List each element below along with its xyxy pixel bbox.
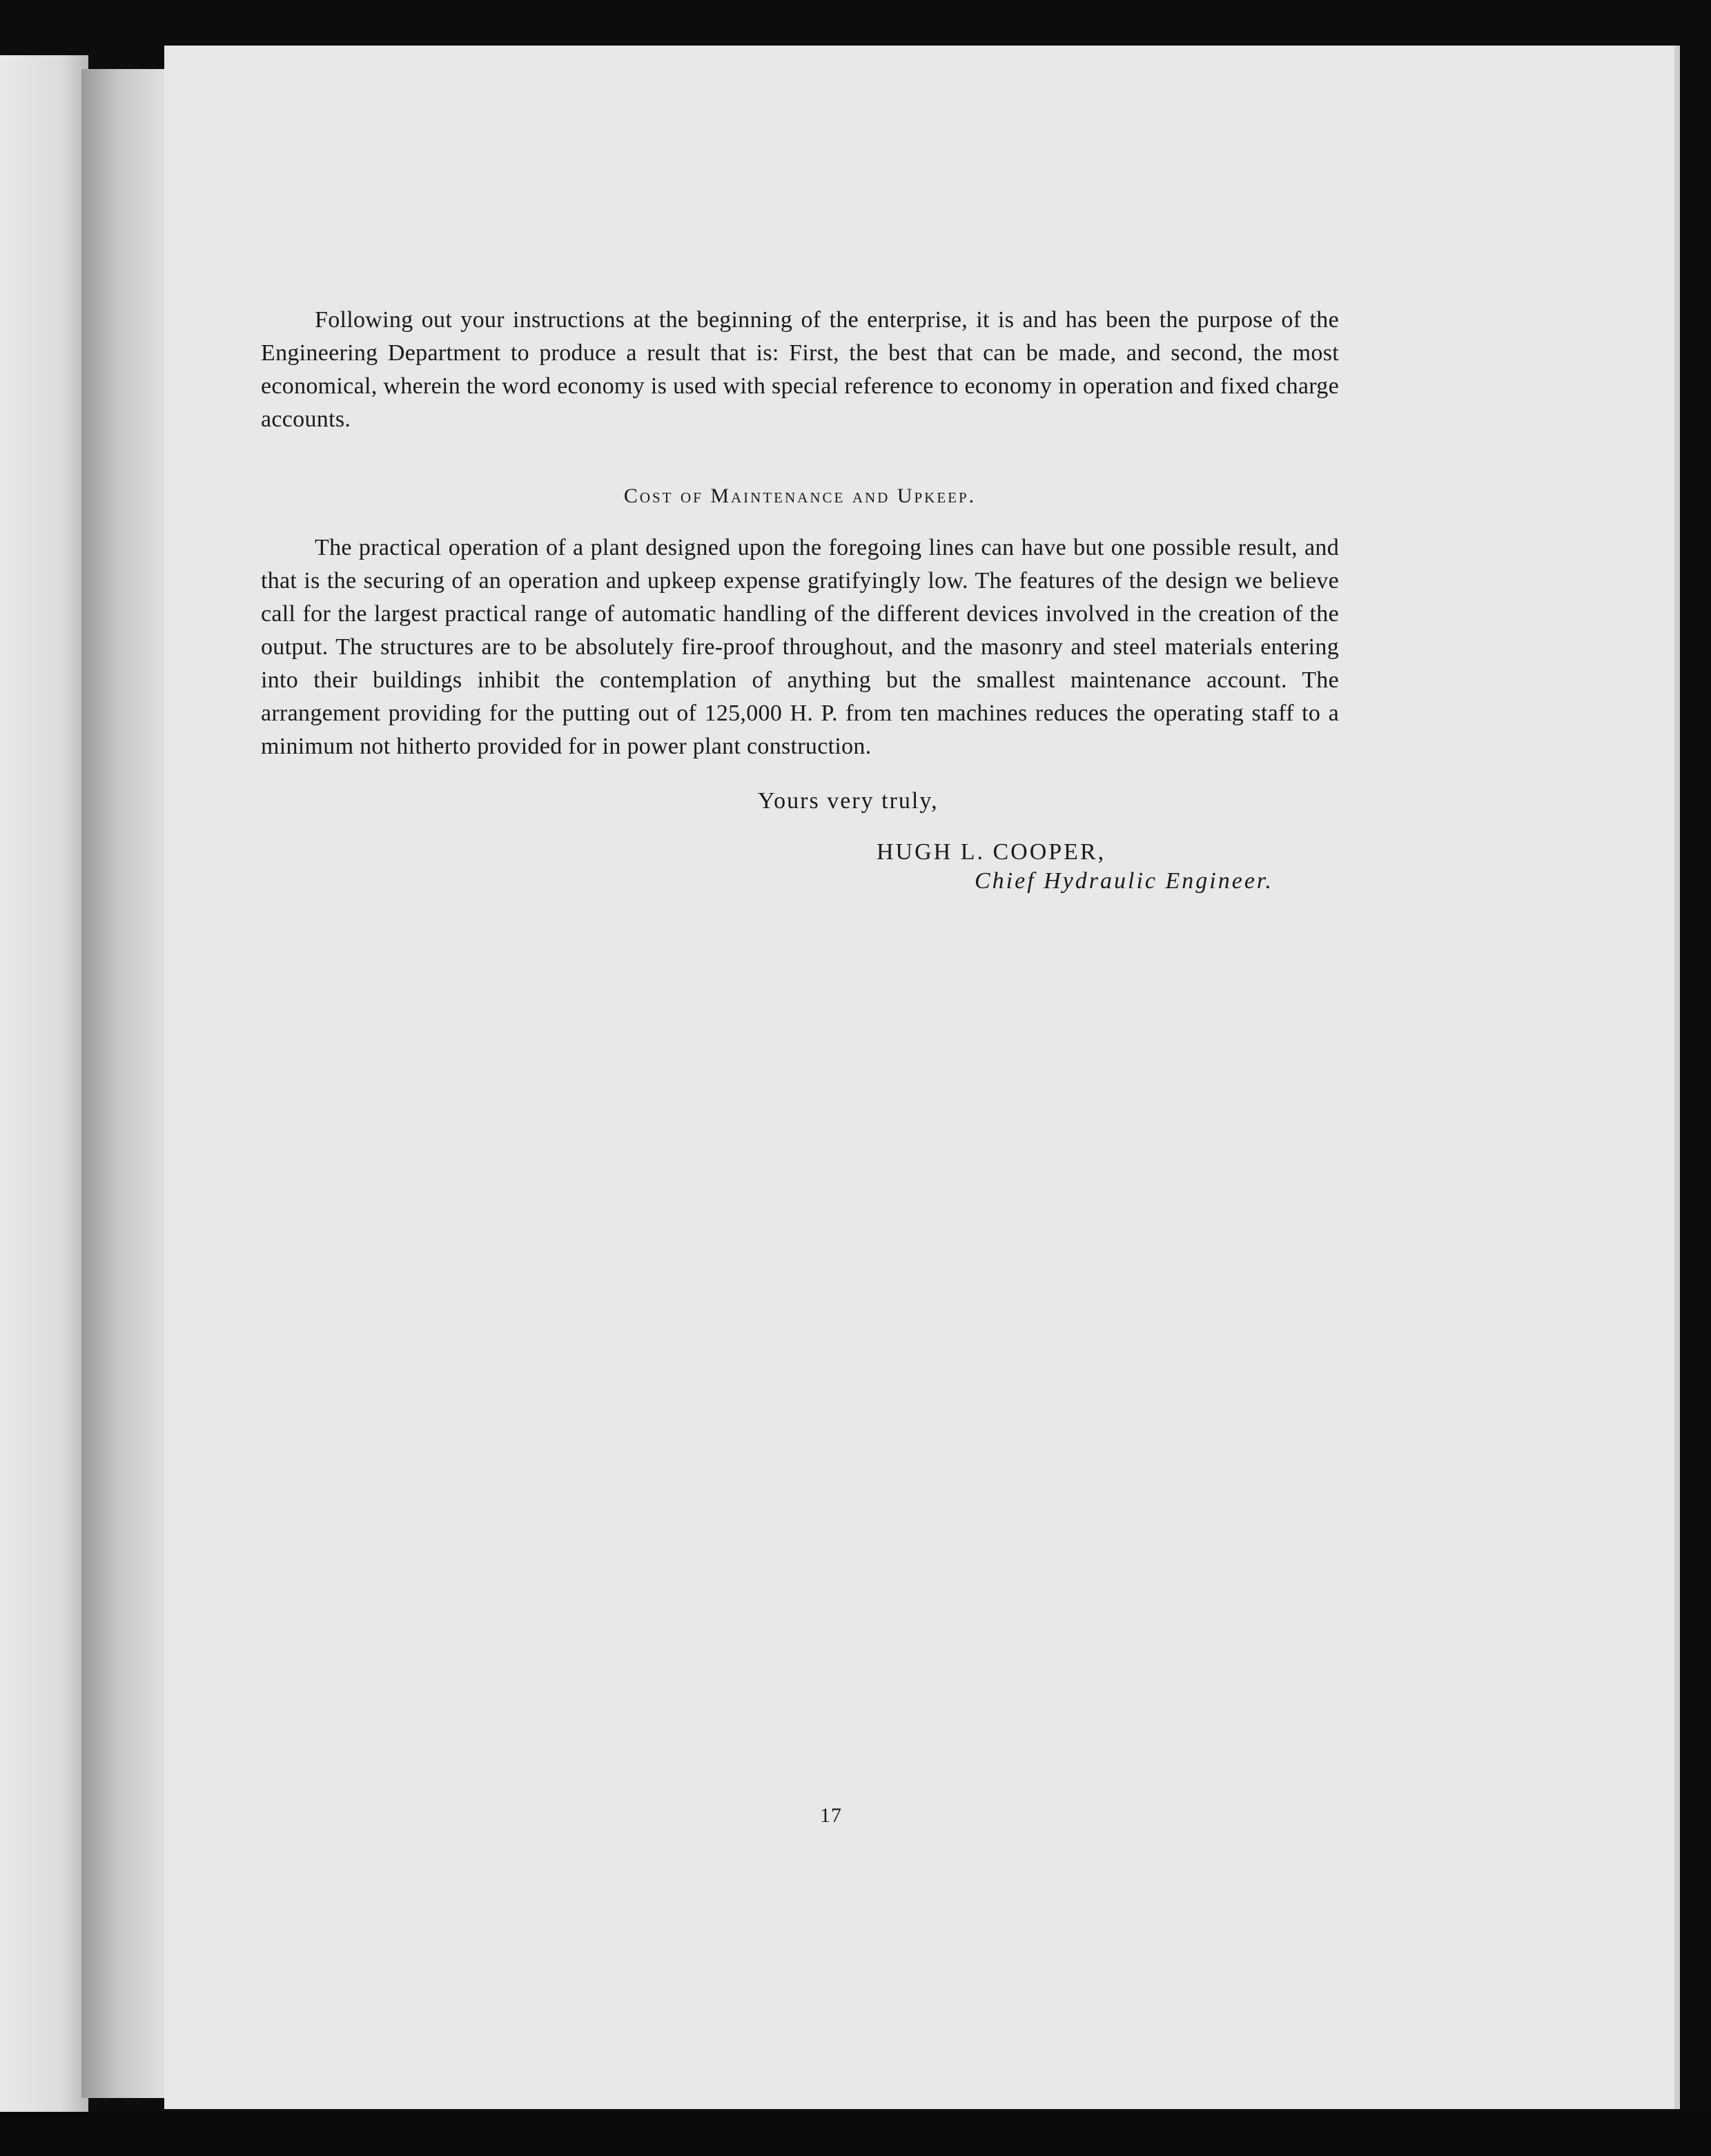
paragraph-intro: Following out your instructions at the beginning of the enterprise, it is and has been the purpose of the Engineering Department to produce a result that is: First, the best that can be made, and second, the most economical, wherein the word economy is used with special reference to economy in operation and fixed charge accounts. xyxy=(261,307,1339,432)
letter-body xyxy=(261,304,1339,894)
letter-closing: Yours very truly, xyxy=(758,788,939,814)
signature-name: HUGH L. COOPER, xyxy=(877,839,1106,865)
signature-title: Chief Hydraulic Engineer. xyxy=(975,868,1273,894)
facing-page-edge xyxy=(0,55,88,2119)
scan-border-bottom xyxy=(0,2112,1711,2156)
page-number: 17 xyxy=(820,1804,842,1827)
paragraph-maintenance: The practical operation of a plant designed upon the foregoing lines can have but one possible result, and that is the securing of an operation and upkeep expense gratifyingly low. The features of the design we believe call for the largest practical range of automatic handling of the different devices involved in the creation of the output. The structures are to be absolutely fire-proof throughout, and the masonry and steel materials entering into their buildings inhibit the contemplation of anything but the smallest maintenance account. The arrangement providing for the putting out of 125,000 H. P. from ten machines reduces the operating staff to a minimum not hitherto provided for in power plant construction. xyxy=(261,535,1339,759)
book-gutter-shadow xyxy=(81,69,178,2098)
section-heading: Cost of Maintenance and Upkeep. xyxy=(623,484,977,507)
